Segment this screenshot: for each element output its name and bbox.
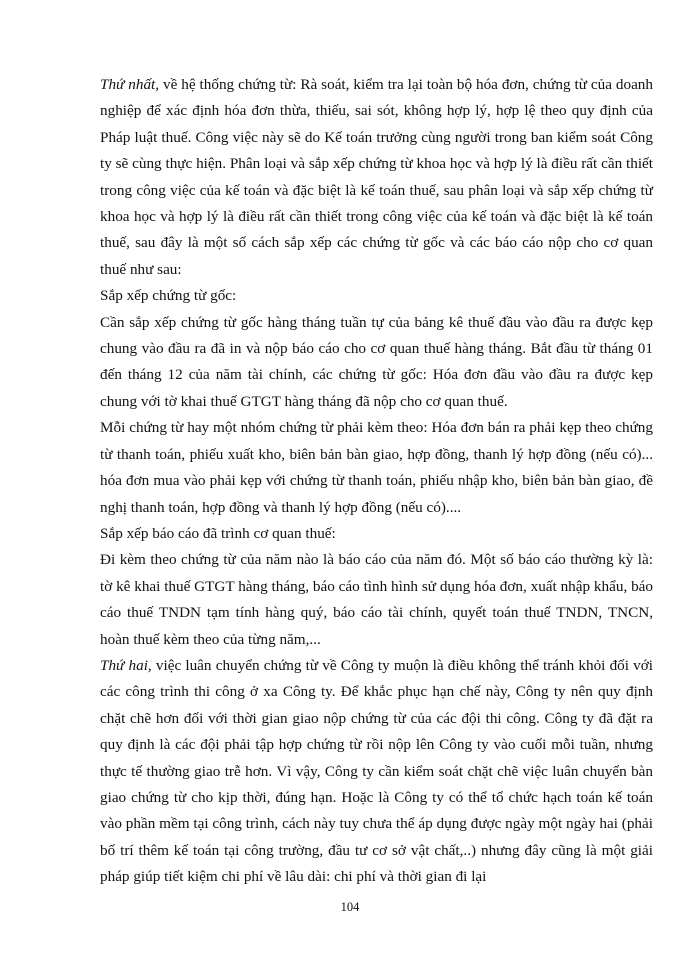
paragraph-text: Sắp xếp chứng từ gốc: [100, 287, 237, 305]
paragraph-text: Đi kèm theo chứng từ của năm nào là báo cáo của năm đó. Một số báo cáo thường kỳ là: tờ kê khai thuế GTGT hàng tháng, báo cáo tình hình sử dụng hóa đơn, xuất nhập khẩu, báo cáo thuế TNDN tạm tính hàng quý, báo cáo tài chính, quyết toán thuế TNDN, TNCN, hoàn thuế kèm theo của từng năm,... [100, 551, 653, 648]
paragraph-text: Cần sắp xếp chứng từ gốc hàng tháng tuần tự của bảng kê thuế đầu vào đầu ra được kẹp chung vào đầu ra đã in và nộp báo cáo cho cơ quan thuế hàng tháng. Bắt đầu từ tháng 01 đến tháng 12 của năm tài chính, các chứng từ gốc: Hóa đơn đầu vào đầu ra được kẹp chung với tờ khai thuế GTGT hàng tháng đã nộp cho cơ quan thuế. [100, 313, 653, 410]
paragraph-periodic-reports [100, 547, 653, 653]
paragraph-lead: Thứ hai, [100, 656, 152, 674]
body-text [100, 72, 653, 891]
paragraph-second-point [100, 653, 653, 891]
page-number: 104 [340, 900, 360, 914]
paragraph-text: việc luân chuyển chứng từ về Công ty muộn là điều không thể tránh khỏi đối với các công trình thi công ở xa Công ty. Để khắc phục hạn chế này, Công ty nên quy định chặt chẽ hơn đối với thời gian giao nộp chứng từ của các đội thi công. Công ty đã đặt ra quy định là các đội phải tập hợp chứng từ rồi nộp lên Công ty vào cuối mỗi tuần, nhưng thực tế thường giao trễ hơn. Vì vậy, Công ty cần kiểm soát chặt chẽ việc luân chuyển bàn giao chứng từ cho kịp thời, đúng hạn. Hoặc là Công ty có thể tổ chức hạch toán kế toán vào phần mềm tại công trình, cách này tuy chưa thể áp dụng được ngày một ngày hai (phải bố trí thêm kế toán tại công trường, đầu tư cơ sở vật chất,..) nhưng đây cũng là một giải pháp giúp tiết kiệm chi phí về lâu dài: chi phí và thời gian đi lại [100, 656, 654, 886]
paragraph-lead: Thứ nhất, [100, 76, 160, 93]
paragraph-first-point [100, 72, 653, 283]
paragraph-text: Mỗi chứng từ hay một nhóm chứng từ phải kèm theo: Hóa đơn bán ra phải kẹp theo chứng từ thanh toán, phiếu xuất kho, biên bản bàn giao, hợp đồng, thanh lý hợp đồng (nếu có)... hóa đơn mua vào phải kẹp với chứng từ thanh toán, phiếu nhập kho, biên bản bàn giao, đề nghị thanh toán, hợp đồng và thanh lý hợp đồng (nếu có).... [100, 419, 653, 516]
paragraph-attachments [100, 415, 653, 521]
heading-sort-submitted-reports [100, 521, 653, 547]
paragraph-monthly-sorting [100, 310, 653, 416]
heading-sort-original-documents [100, 283, 653, 309]
paragraph-text: về hệ thống chứng từ: Rà soát, kiểm tra lại toàn bộ hóa đơn, chứng từ của doanh nghiệp để xác định hóa đơn thừa, thiếu, sai sót, không hợp lý, hợp lệ theo quy định của Pháp luật thuế. Công việc này sẽ do Kế toán trưởng cùng người trong ban kiểm soát Công ty sẽ cùng thực hiện. Phân loại và sắp xếp chứng từ khoa học và hợp lý là điều rất cần thiết trong công việc của kế toán và đặc biệt là kế toán thuế, sau phân loại và sắp xếp chứng từ khoa học và hợp lý là điều rất cần thiết trong công việc của kế toán và đặc biệt là kế toán thuế, sau đây là một số cách sắp xếp các chứng từ gốc và các báo cáo nộp cho cơ quan thuế như sau: [100, 76, 653, 278]
paragraph-text: Sắp xếp báo cáo đã trình cơ quan thuế: [100, 524, 336, 542]
